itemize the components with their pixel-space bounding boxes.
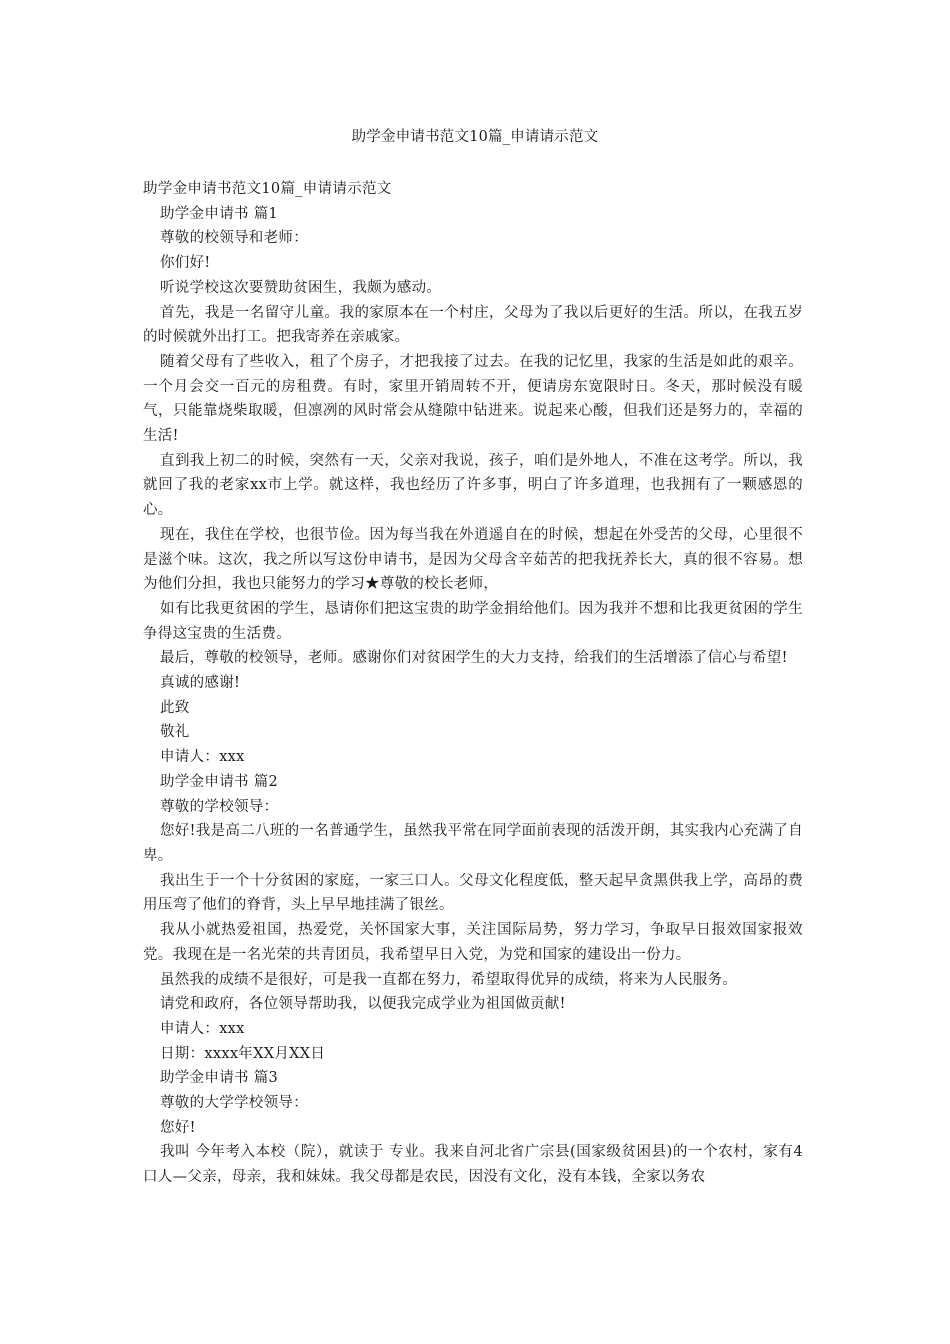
document-title: 助学金申请书范文10篇_申请请示范文 <box>351 129 599 145</box>
paragraph: 最后，尊敬的校领导，老师。感谢你们对贫困学生的大力支持，给我们的生活增添了信心与希望! <box>160 650 788 667</box>
section-heading-1: 助学金申请书 篇1 <box>160 205 279 222</box>
closing-salute: 敬礼 <box>160 724 190 741</box>
closing-thanks: 真诚的感谢! <box>160 675 241 692</box>
document-body <box>143 177 803 1190</box>
paragraph: 虽然我的成绩不是很好，可是我一直都在努力，希望取得优异的成绩，将来为人民服务。 <box>160 971 738 988</box>
date-line: 日期：xxxx年XX月XX日 <box>160 1045 326 1062</box>
applicant-signature: 申请人：xxx <box>160 1020 245 1037</box>
paragraph: 直到我上初二的时候，突然有一天，父亲对我说，孩子，咱们是外地人，不准在这考学。所以，我就回了我的老家xx市上学。就这样，我也经历了许多事，明白了许多道理，也我拥有了一颗感恩的心。 <box>143 452 803 519</box>
salutation: 尊敬的大学学校领导： <box>160 1095 308 1112</box>
paragraph: 随着父母有了些收入，租了个房子，才把我接了过去。在我的记忆里，我家的生活是如此的艰辛。一个月会交一百元的房租费。有时，家里开销周转不开，便请房东宽限时日。冬天，那时候没有暖气，只能靠烧柴取暖，但凛冽的风时常会从缝隙中钻进来。说起来心酸，但我们还是努力的，幸福的生活! <box>143 353 803 445</box>
salutation: 尊敬的学校领导： <box>160 798 279 815</box>
paragraph: 如有比我更贫困的学生，恳请你们把这宝贵的助学金捐给他们。因为我并不想和比我更贫困的学生争得这宝贵的生活费。 <box>143 600 803 642</box>
paragraph: 听说学校这次要赞助贫困生，我颇为感动。 <box>160 279 442 296</box>
section-heading-2: 助学金申请书 篇2 <box>160 773 279 790</box>
paragraph: 我出生于一个十分贫困的家庭，一家三口人。父母文化程度低，整天起早贪黑供我上学，高昂的费用压弯了他们的脊背，头上早早地挂满了银丝。 <box>143 872 803 914</box>
greeting: 您好! <box>160 1119 196 1136</box>
section-heading-3: 助学金申请书 篇3 <box>160 1070 279 1087</box>
paragraph: 我叫 今年考入本校（院），就读于 专业。我来自河北省广宗县(国家级贫困县)的一个农村，家有4口人—父亲，母亲，我和妹妹。我父母都是农民，因没有文化，没有本钱，全家以务农 <box>143 1144 803 1186</box>
paragraph: 我从小就热爱祖国，热爱党，关怀国家大事，关注国际局势，努力学习，争取早日报效国家报效党。我现在是一名光荣的共青团员，我希望早日入党，为党和国家的建设出一份力。 <box>143 922 803 963</box>
paragraph: 您好!我是高二八班的一名普通学生，虽然我平常在同学面前表现的活泼开朗，其实我内心充满了自卑。 <box>143 823 803 864</box>
salutation: 尊敬的校领导和老师： <box>160 230 308 247</box>
paragraph: 首先，我是一名留守儿童。我的家原本在一个村庄，父母为了我以后更好的生活。所以，在我五岁的时候就外出打工。把我寄养在亲戚家。 <box>143 304 803 346</box>
paragraph: 请党和政府，各位领导帮助我，以便我完成学业为祖国做贡献! <box>160 996 566 1013</box>
paragraph: 现在，我住在学校，也很节俭。因为每当我在外逍遥自在的时候，想起在外受苦的父母，心里很不是滋个味。这次，我之所以写这份申请书，是因为父母含辛茹苦的把我抚养长大，真的很不容易。想为他们分担，我也只能努力的学习★尊敬的校长老师， <box>143 526 803 593</box>
applicant-signature: 申请人：xxx <box>160 749 245 766</box>
closing-line: 此致 <box>160 699 190 716</box>
greeting: 你们好! <box>160 255 211 272</box>
document-heading: 助学金申请书范文10篇_申请请示范文 <box>143 181 392 197</box>
